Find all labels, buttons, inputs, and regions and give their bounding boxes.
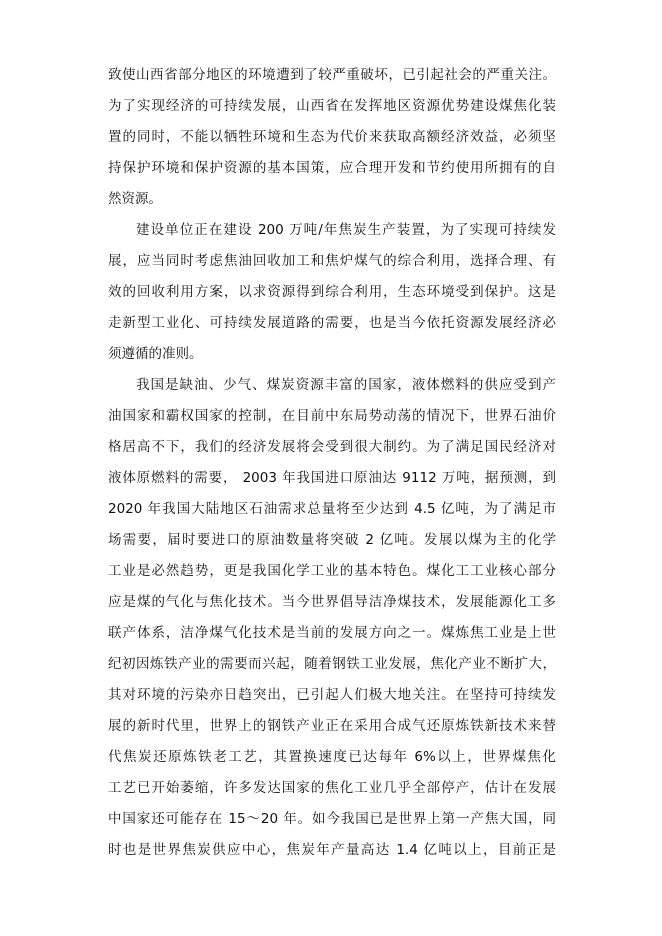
paragraph-3-line-13: 代焦炭还原炼铁老工艺，其置换速度已达每年 6%以上，世界煤焦化: [108, 749, 556, 765]
paragraph-3-line-11: 其对环境的污染亦日趋突出，已引起人们极大地关注。在坚持可持续发: [108, 687, 556, 703]
paragraph-1-line-5: 然资源。: [108, 191, 162, 207]
paragraph-3-line-14: 工艺已开始萎缩，许多发达国家的焦化工业几乎全部停产，估计在发展: [108, 780, 556, 796]
paragraph-3-line-7: 工业是必然趋势，更是我国化学工业的基本特色。煤化工工业核心部分: [108, 563, 556, 579]
paragraph-3-line-8: 应是煤的气化与焦化技术。当今世界倡导洁净煤技术，发展能源化工多: [108, 594, 556, 610]
paragraph-2-line-1: 建设单位正在建设 200 万吨/年焦炭生产装置，为了实现可持续发: [136, 222, 556, 238]
paragraph-3-line-3: 格居高不下，我们的经济发展将会受到很大制约。为了满足国民经济对: [108, 439, 556, 455]
paragraph-3-line-6: 场需要，届时要进口的原油数量将突破 2 亿吨。发展以煤为主的化学: [108, 532, 556, 548]
paragraph-3-line-5: 2020 年我国大陆地区石油需求总量将至少达到 4.5 亿吨，为了满足市: [108, 501, 556, 517]
paragraph-3-line-2: 油国家和霸权国家的控制，在目前中东局势动荡的情况下，世界石油价: [108, 408, 556, 424]
paragraph-3-line-9: 联产体系，洁净煤气化技术是当前的发展方向之一。煤炼焦工业是上世: [108, 625, 556, 641]
paragraph-2-line-5: 须遵循的准则。: [108, 346, 203, 362]
paragraph-2-line-3: 效的回收利用方案，以求资源得到综合利用，生态环境受到保护。这是: [108, 284, 556, 300]
paragraph-3-line-16: 时也是世界焦炭供应中心，焦炭年产量高达 1.4 亿吨以上，目前正是: [108, 842, 556, 858]
paragraph-3-line-4: 液体原燃料的需要， 2003 年我国进口原油达 9112 万吨，据预测，到: [108, 470, 556, 486]
paragraph-1-line-2: 为了实现经济的可持续发展，山西省在发挥地区资源优势建设煤焦化装: [108, 98, 556, 114]
paragraph-1-line-4: 持保护环境和保护资源的基本国策，应合理开发和节约使用所拥有的自: [108, 160, 556, 176]
paragraph-2-line-2: 展，应当同时考虑焦油回收加工和焦炉煤气的综合利用，选择合理、有: [108, 253, 556, 269]
paragraph-3-line-12: 展的新时代里，世界上的钢铁产业正在采用合成气还原炼铁新技术来替: [108, 718, 556, 734]
paragraph-3-line-15: 中国家还可能存在 15～20 年。如今我国已是世界上第一产焦大国，同: [108, 811, 556, 827]
paragraph-3-line-10: 纪初因炼铁产业的需要而兴起，随着钢铁工业发展，焦化产业不断扩大，: [108, 656, 556, 672]
paragraph-2-line-4: 走新型工业化、可持续发展道路的需要，也是当今依托资源发展经济必: [108, 315, 556, 331]
paragraph-1-line-1: 致使山西省部分地区的环境遭到了较严重破坏，已引起社会的严重关注。: [108, 67, 556, 83]
paragraph-1-line-3: 置的同时，不能以牺牲环境和生态为代价来获取高额经济效益，必须坚: [108, 129, 556, 145]
paragraph-3-line-1: 我国是缺油、少气、煤炭资源丰富的国家，液体燃料的供应受到产: [136, 377, 556, 393]
